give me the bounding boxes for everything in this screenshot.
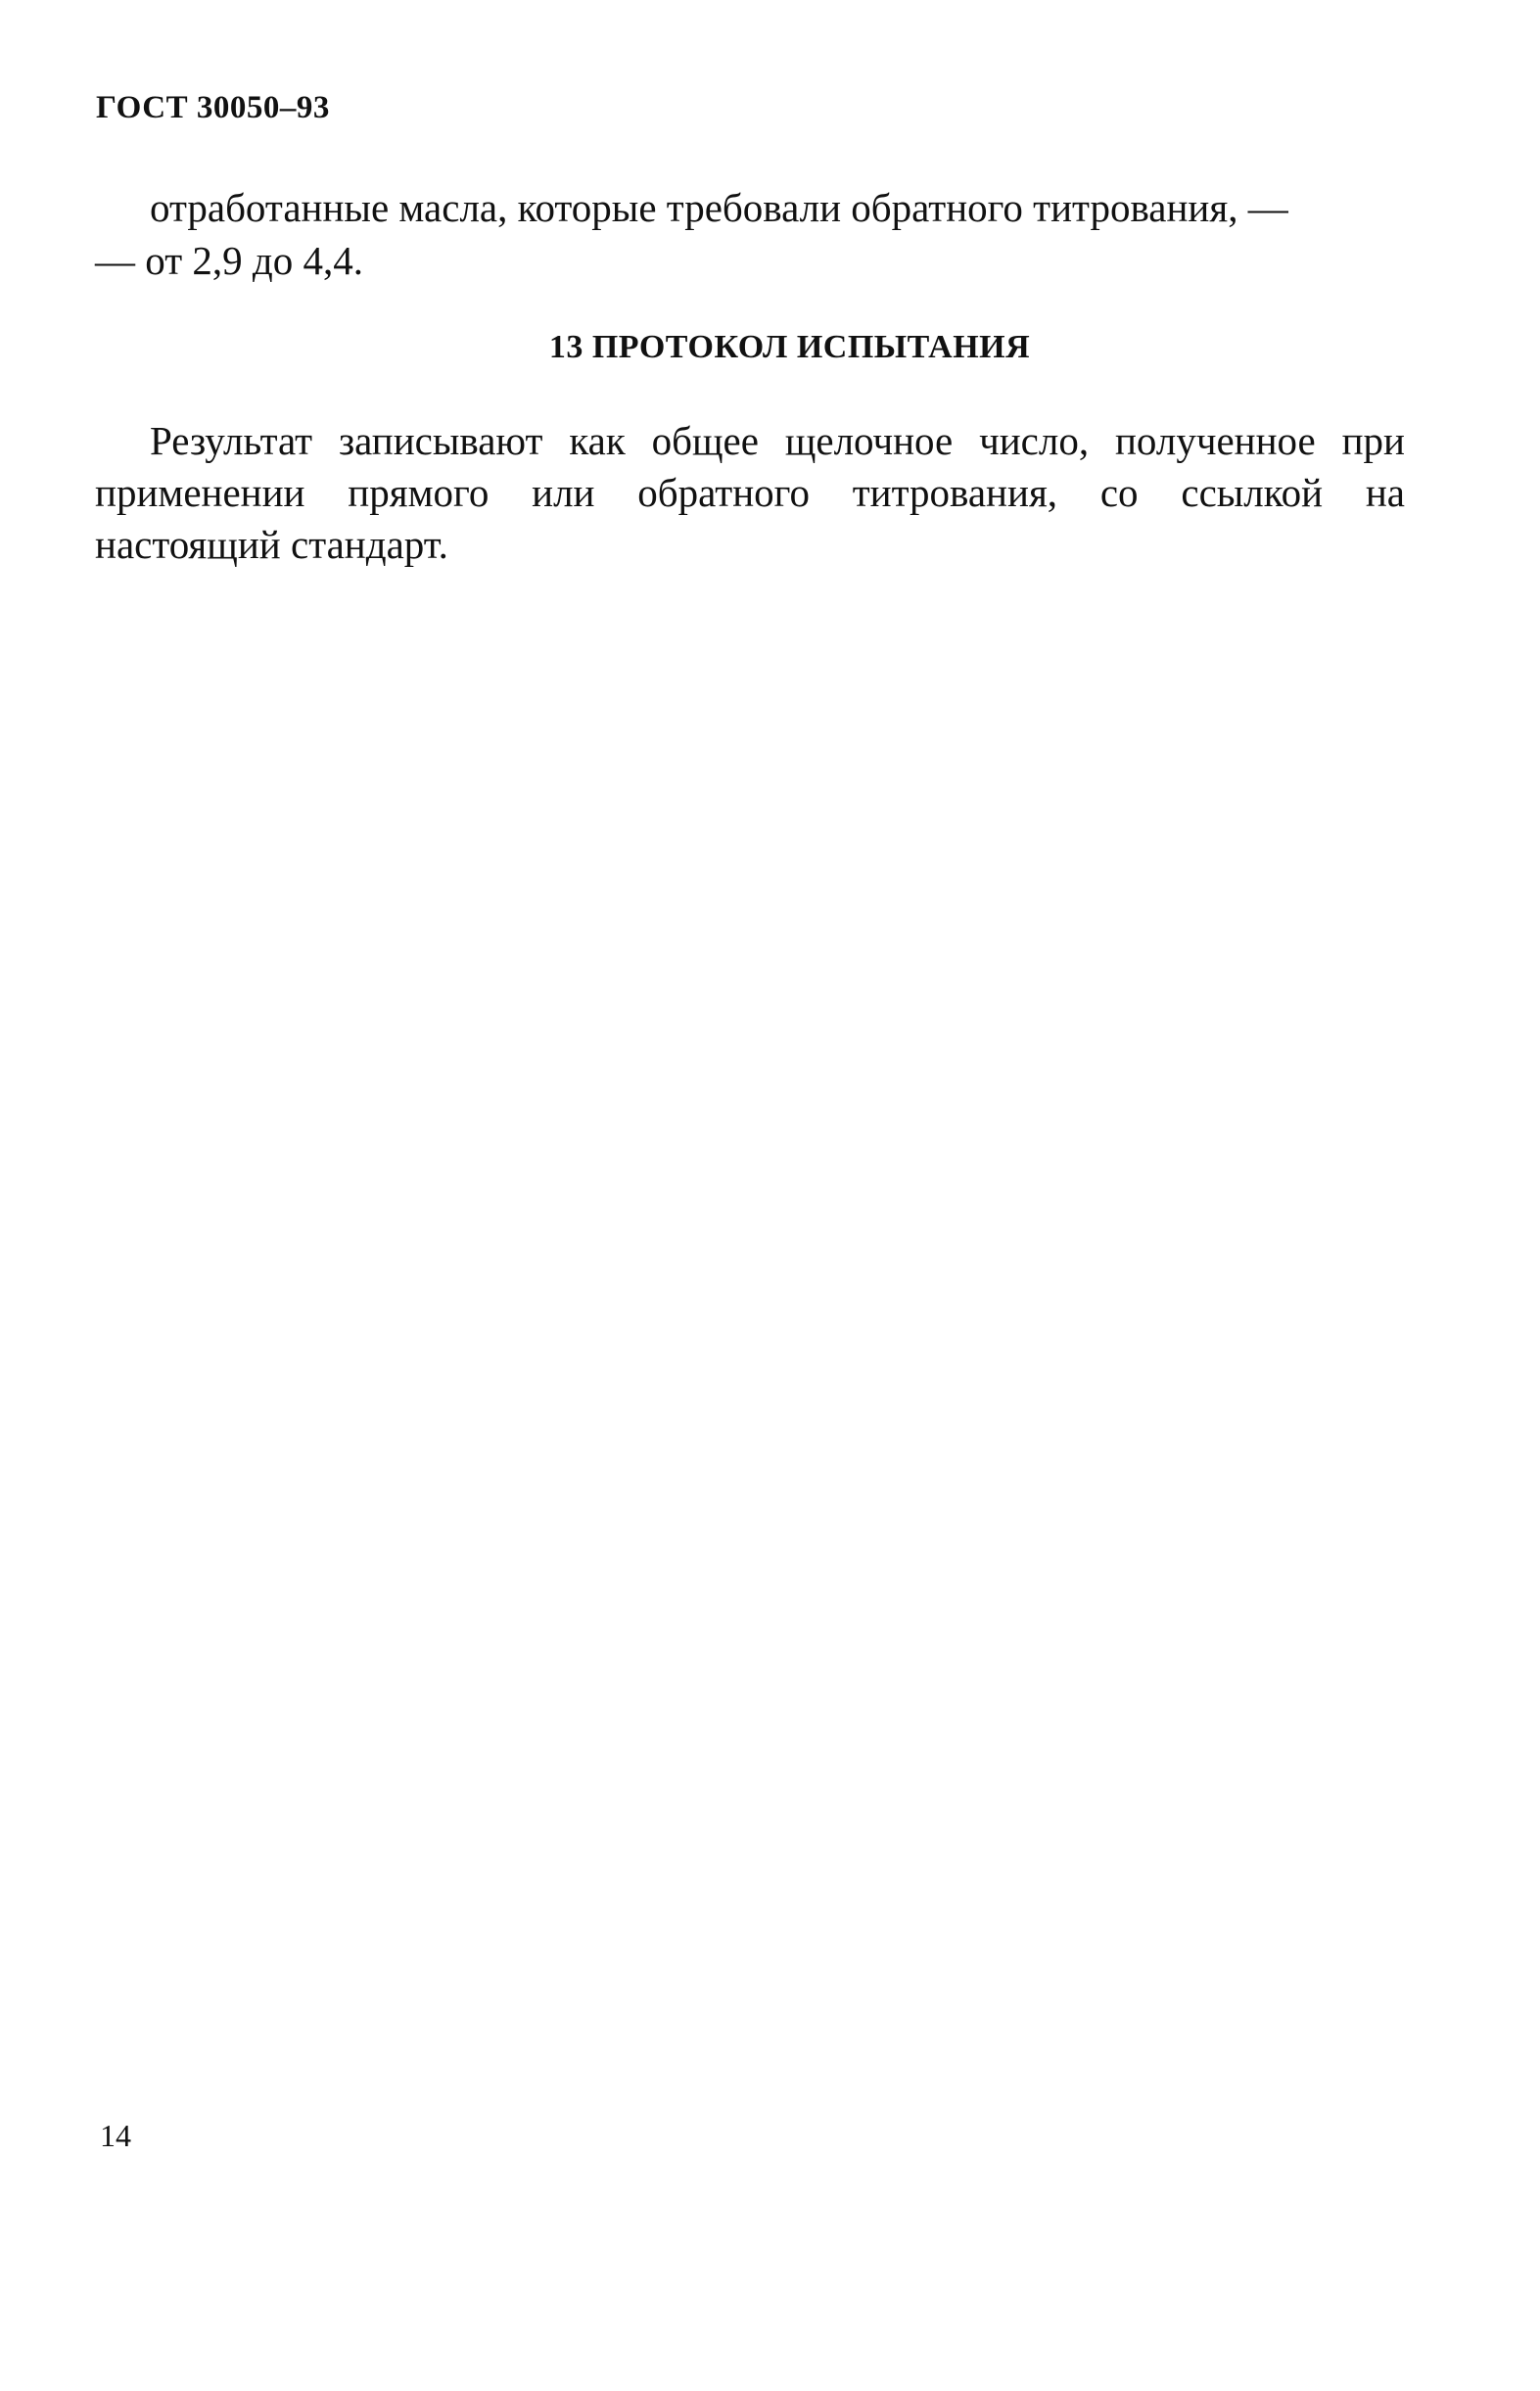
continuation-line-2: — от 2,9 до 4,4. xyxy=(95,238,363,283)
protocol-paragraph xyxy=(95,415,1405,571)
paragraph-line-3: настоящий стандарт. xyxy=(95,522,448,567)
continuation-line-1: отработанные масла, которые требовали обратного титрования, — xyxy=(150,185,1288,230)
section-heading: 13 ПРОТОКОЛ ИСПЫТАНИЯ xyxy=(548,329,1031,365)
paragraph-line-1: Результат записывают как общее щелочное число, полученное при xyxy=(150,418,1405,463)
document-header: ГОСТ 30050–93 xyxy=(96,90,330,125)
paragraph-line-2: применении прямого или обратного титрования, со ссылкой на xyxy=(95,470,1405,515)
page-number: 14 xyxy=(100,2118,131,2153)
